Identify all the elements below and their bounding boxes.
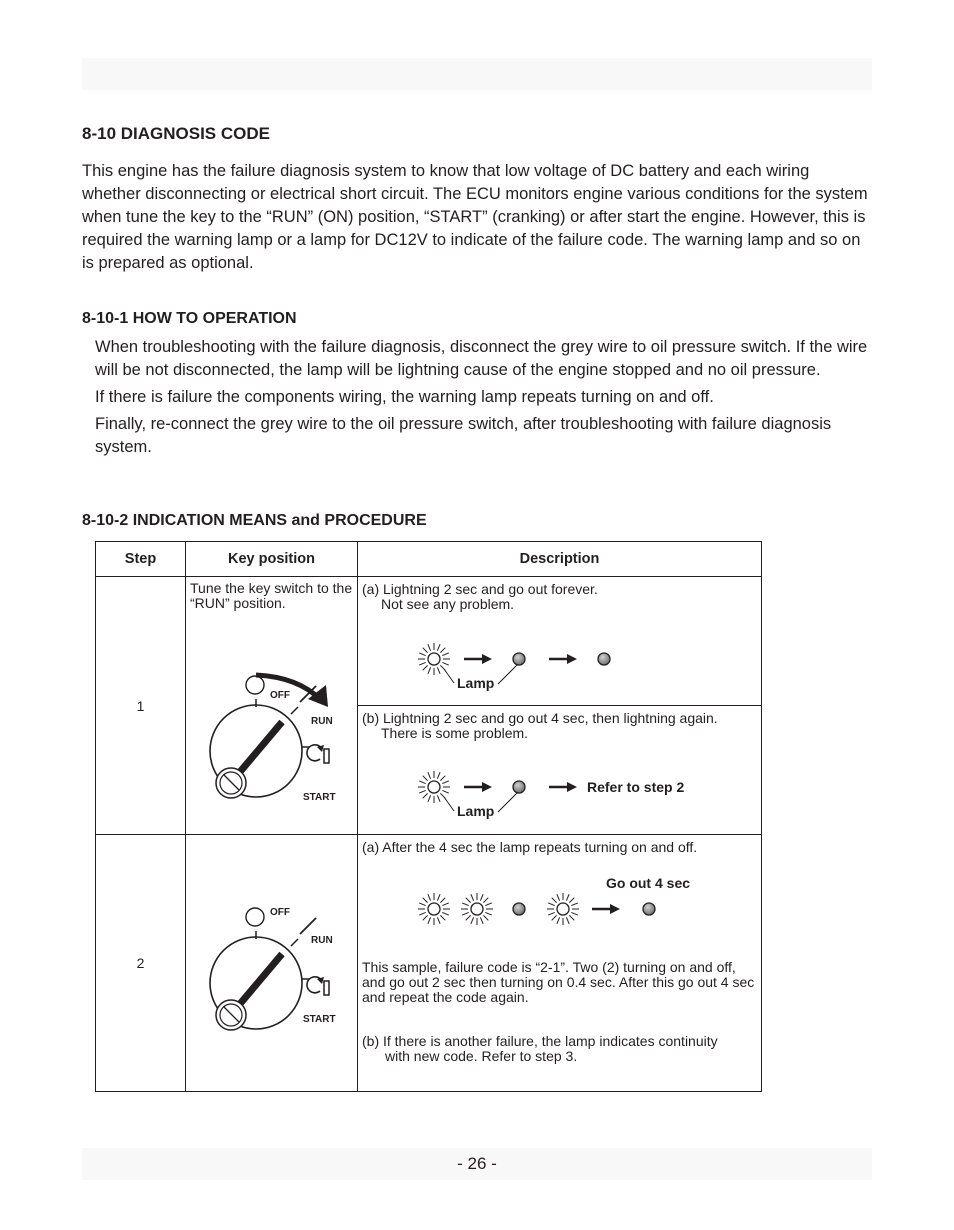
operation-body <box>95 336 870 463</box>
refer-step-label: Refer to step 2 <box>587 779 685 795</box>
operation-heading: 8-10-1 HOW TO OPERATION <box>82 310 297 327</box>
page-number: - 26 - <box>457 1154 497 1173</box>
arrow-right-icon <box>464 654 492 664</box>
key-switch-diagram <box>186 859 357 1059</box>
step2-a-line1: (a) After the 4 sec the lamp repeats turning on and off. <box>362 839 698 855</box>
description-cell <box>358 577 762 706</box>
operation-paragraph: If there is failure the components wiring, the warning lamp repeats turning on and off. <box>95 388 714 406</box>
go-out-label: Go out 4 sec <box>606 875 691 891</box>
lamp-lit-icon <box>547 893 579 925</box>
operation-paragraph: When troubleshooting with the failure diagnosis, disconnect the grey wire to oil pressure switch. If the wire will be not disconnected, the lamp will be lightning cause of the engine stopped and no oil pressure. <box>95 338 868 379</box>
lamp-off-icon <box>513 653 525 665</box>
description-cell <box>358 835 762 1092</box>
header-step: Step <box>96 542 186 577</box>
table-row <box>96 577 762 706</box>
key-switch-icon <box>210 908 329 1030</box>
section-title: 8-10 DIAGNOSIS CODE <box>82 124 270 143</box>
step1-a-line1: (a) Lightning 2 sec and go out forever. <box>362 581 598 597</box>
step1-a-diagram <box>358 635 761 705</box>
turn-arrow-head-icon <box>308 685 328 707</box>
key-position-cell <box>186 835 358 1092</box>
table-row <box>96 835 762 1092</box>
step-number: 1 <box>96 577 186 835</box>
lamp-off-icon <box>643 903 655 915</box>
operation-paragraph: Finally, re-connect the grey wire to the oil pressure switch, after troubleshooting with failure diagnosis system. <box>95 415 832 456</box>
step-number: 2 <box>96 835 186 1092</box>
description-cell <box>358 706 762 835</box>
step1-b-line1: (b) Lightning 2 sec and go out 4 sec, then lightning again. <box>362 710 718 726</box>
run-label: RUN <box>311 716 333 727</box>
lamp-label: Lamp <box>457 803 495 819</box>
arrow-right-icon <box>549 654 577 664</box>
step2-sample-text: This sample, failure code is “2-1”. Two (2) turning on and off, and go out 2 sec then turning on 0.4 sec. After this go out 4 sec and repeat the code again. <box>362 959 755 1005</box>
step2-b-line1: (b) If there is another failure, the lamp indicates continuity <box>362 1033 718 1049</box>
lamp-label: Lamp <box>457 675 495 691</box>
arrow-right-icon <box>549 782 577 792</box>
step1-b-diagram <box>358 763 761 833</box>
step1-b-line2: There is some problem. <box>381 725 529 741</box>
arrow-right-icon <box>464 782 492 792</box>
step2-b-line2: with new code. Refer to step 3. <box>385 1048 578 1064</box>
run-label: RUN <box>311 935 333 946</box>
lamp-lit-icon <box>461 893 493 925</box>
header-key-position: Key position <box>186 542 358 577</box>
key-position-cell <box>186 577 358 835</box>
off-label: OFF <box>270 907 290 918</box>
start-label: START <box>303 1014 336 1025</box>
procedure-table <box>95 541 762 1092</box>
lamp-off-icon <box>513 781 525 793</box>
start-label: START <box>303 792 336 803</box>
procedure-heading: 8-10-2 INDICATION MEANS and PROCEDURE <box>82 512 427 529</box>
intro-paragraph: This engine has the failure diagnosis system to know that low voltage of DC battery and each wiring whether disconnecting or electrical short circuit. The ECU monitors engine various conditions for the system when tune the key to the “RUN” (ON) position, “START” (cranking) or after start the engine. However, this is required the warning lamp or a lamp for DC12V to indicate of the failure code. The warning lamp and so on is prepared as optional. <box>82 162 868 272</box>
key-instruction: Tune the key switch to the “RUN” position. <box>190 580 353 611</box>
lamp-lit-icon <box>418 893 450 925</box>
arrow-right-icon <box>592 904 620 914</box>
off-label: OFF <box>270 690 290 701</box>
header-description: Description <box>358 542 762 577</box>
lamp-off-icon <box>598 653 610 665</box>
step2-a-diagram <box>358 875 761 945</box>
step1-a-line2: Not see any problem. <box>381 596 515 612</box>
lamp-off-icon <box>513 903 525 915</box>
table-header-row <box>96 542 762 577</box>
key-switch-diagram <box>186 627 357 827</box>
header-band <box>82 58 872 90</box>
